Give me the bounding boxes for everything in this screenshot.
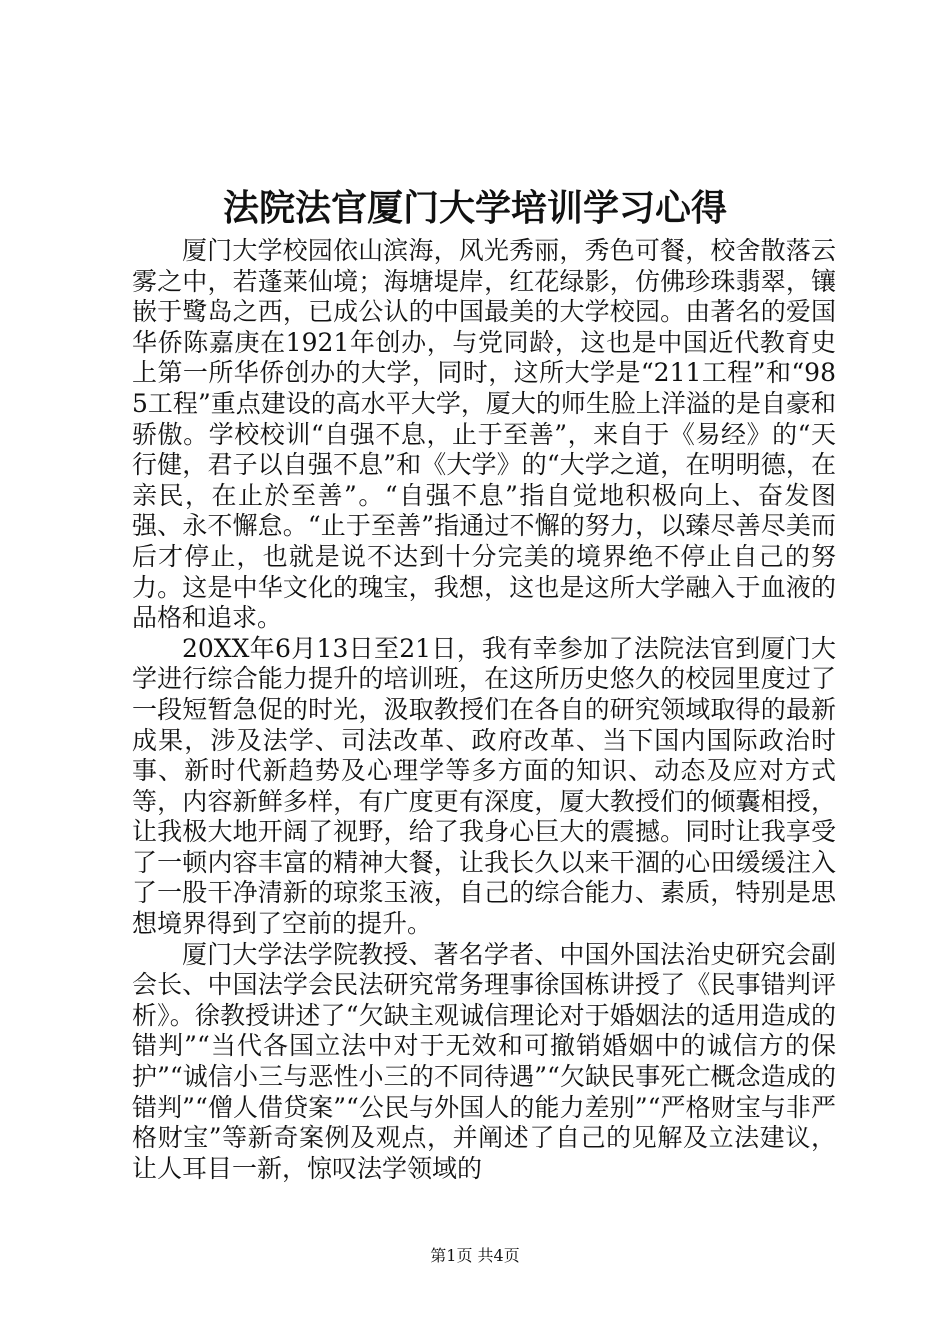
document-title: 法院法官厦门大学培训学习心得 [222, 187, 727, 229]
document-body [132, 236, 836, 1184]
page-number-footer: 第1页 共4页 [430, 1246, 520, 1265]
paragraph: 厦门大学校园依山滨海，风光秀丽，秀色可餐，校舍散落云雾之中，若蓬莱仙境；海塘堤岸，红花绿影，仿佛珍珠翡翠，镶嵌于鹭岛之西，已成公认的中国最美的大学校园。由著名的爱国华侨陈嘉庚在1921年创办，与党同龄，这也是中国近代教育史上第一所华侨创办的大学，同时，这所大学是“211工程”和“985工程”重点建设的高水平大学，厦大的师生脸上洋溢的是自豪和骄傲。学校校训“自强不息，止于至善”，来自于《易经》的“天行健，君子以自强不息”和《大学》的“大学之道，在明明德，在亲民，在止於至善”。“自强不息”指自觉地积极向上、奋发图强、永不懈怠。“止于至善”指通过不懈的努力，以臻尽善尽美而后才停止，也就是说不达到十分完美的境界绝不停止自己的努力。这是中华文化的瑰宝，我想，这也是这所大学融入于血液的品格和追求。 [132, 236, 836, 633]
paragraph: 厦门大学法学院教授、著名学者、中国外国法治史研究会副会长、中国法学会民法研究常务理事徐国栋讲授了《民事错判评析》。徐教授讲述了“欠缺主观诚信理论对于婚姻法的适用造成的错判”“当代各国立法中对于无效和可撤销婚姻中的诚信方的保护”“诚信小三与恶性小三的不同待遇”“欠缺民事死亡概念造成的错判”“僧人借贷案”“公民与外国人的能力差别”“严格财宝与非严格财宝”等新奇案例及观点，并阐述了自己的见解及立法建议，让人耳目一新，惊叹法学领域的 [132, 939, 836, 1183]
paragraph: 20XX年6月13日至21日，我有幸参加了法院法官到厦门大学进行综合能力提升的培训班，在这所历史悠久的校园里度过了一段短暂急促的时光，汲取教授们在各自的研究领域取得的最新成果，涉及法学、司法改革、政府改革、当下国内国际政治时事、新时代新趋势及心理学等多方面的知识、动态及应对方式等，内容新鲜多样，有广度更有深度，厦大教授们的倾囊相授，让我极大地开阔了视野，给了我身心巨大的震撼。同时让我享受了一顿内容丰富的精神大餐，让我长久以来干涸的心田缓缓注入了一股干净清新的琼浆玉液，自己的综合能力、素质，特别是思想境界得到了空前的提升。 [132, 633, 836, 939]
